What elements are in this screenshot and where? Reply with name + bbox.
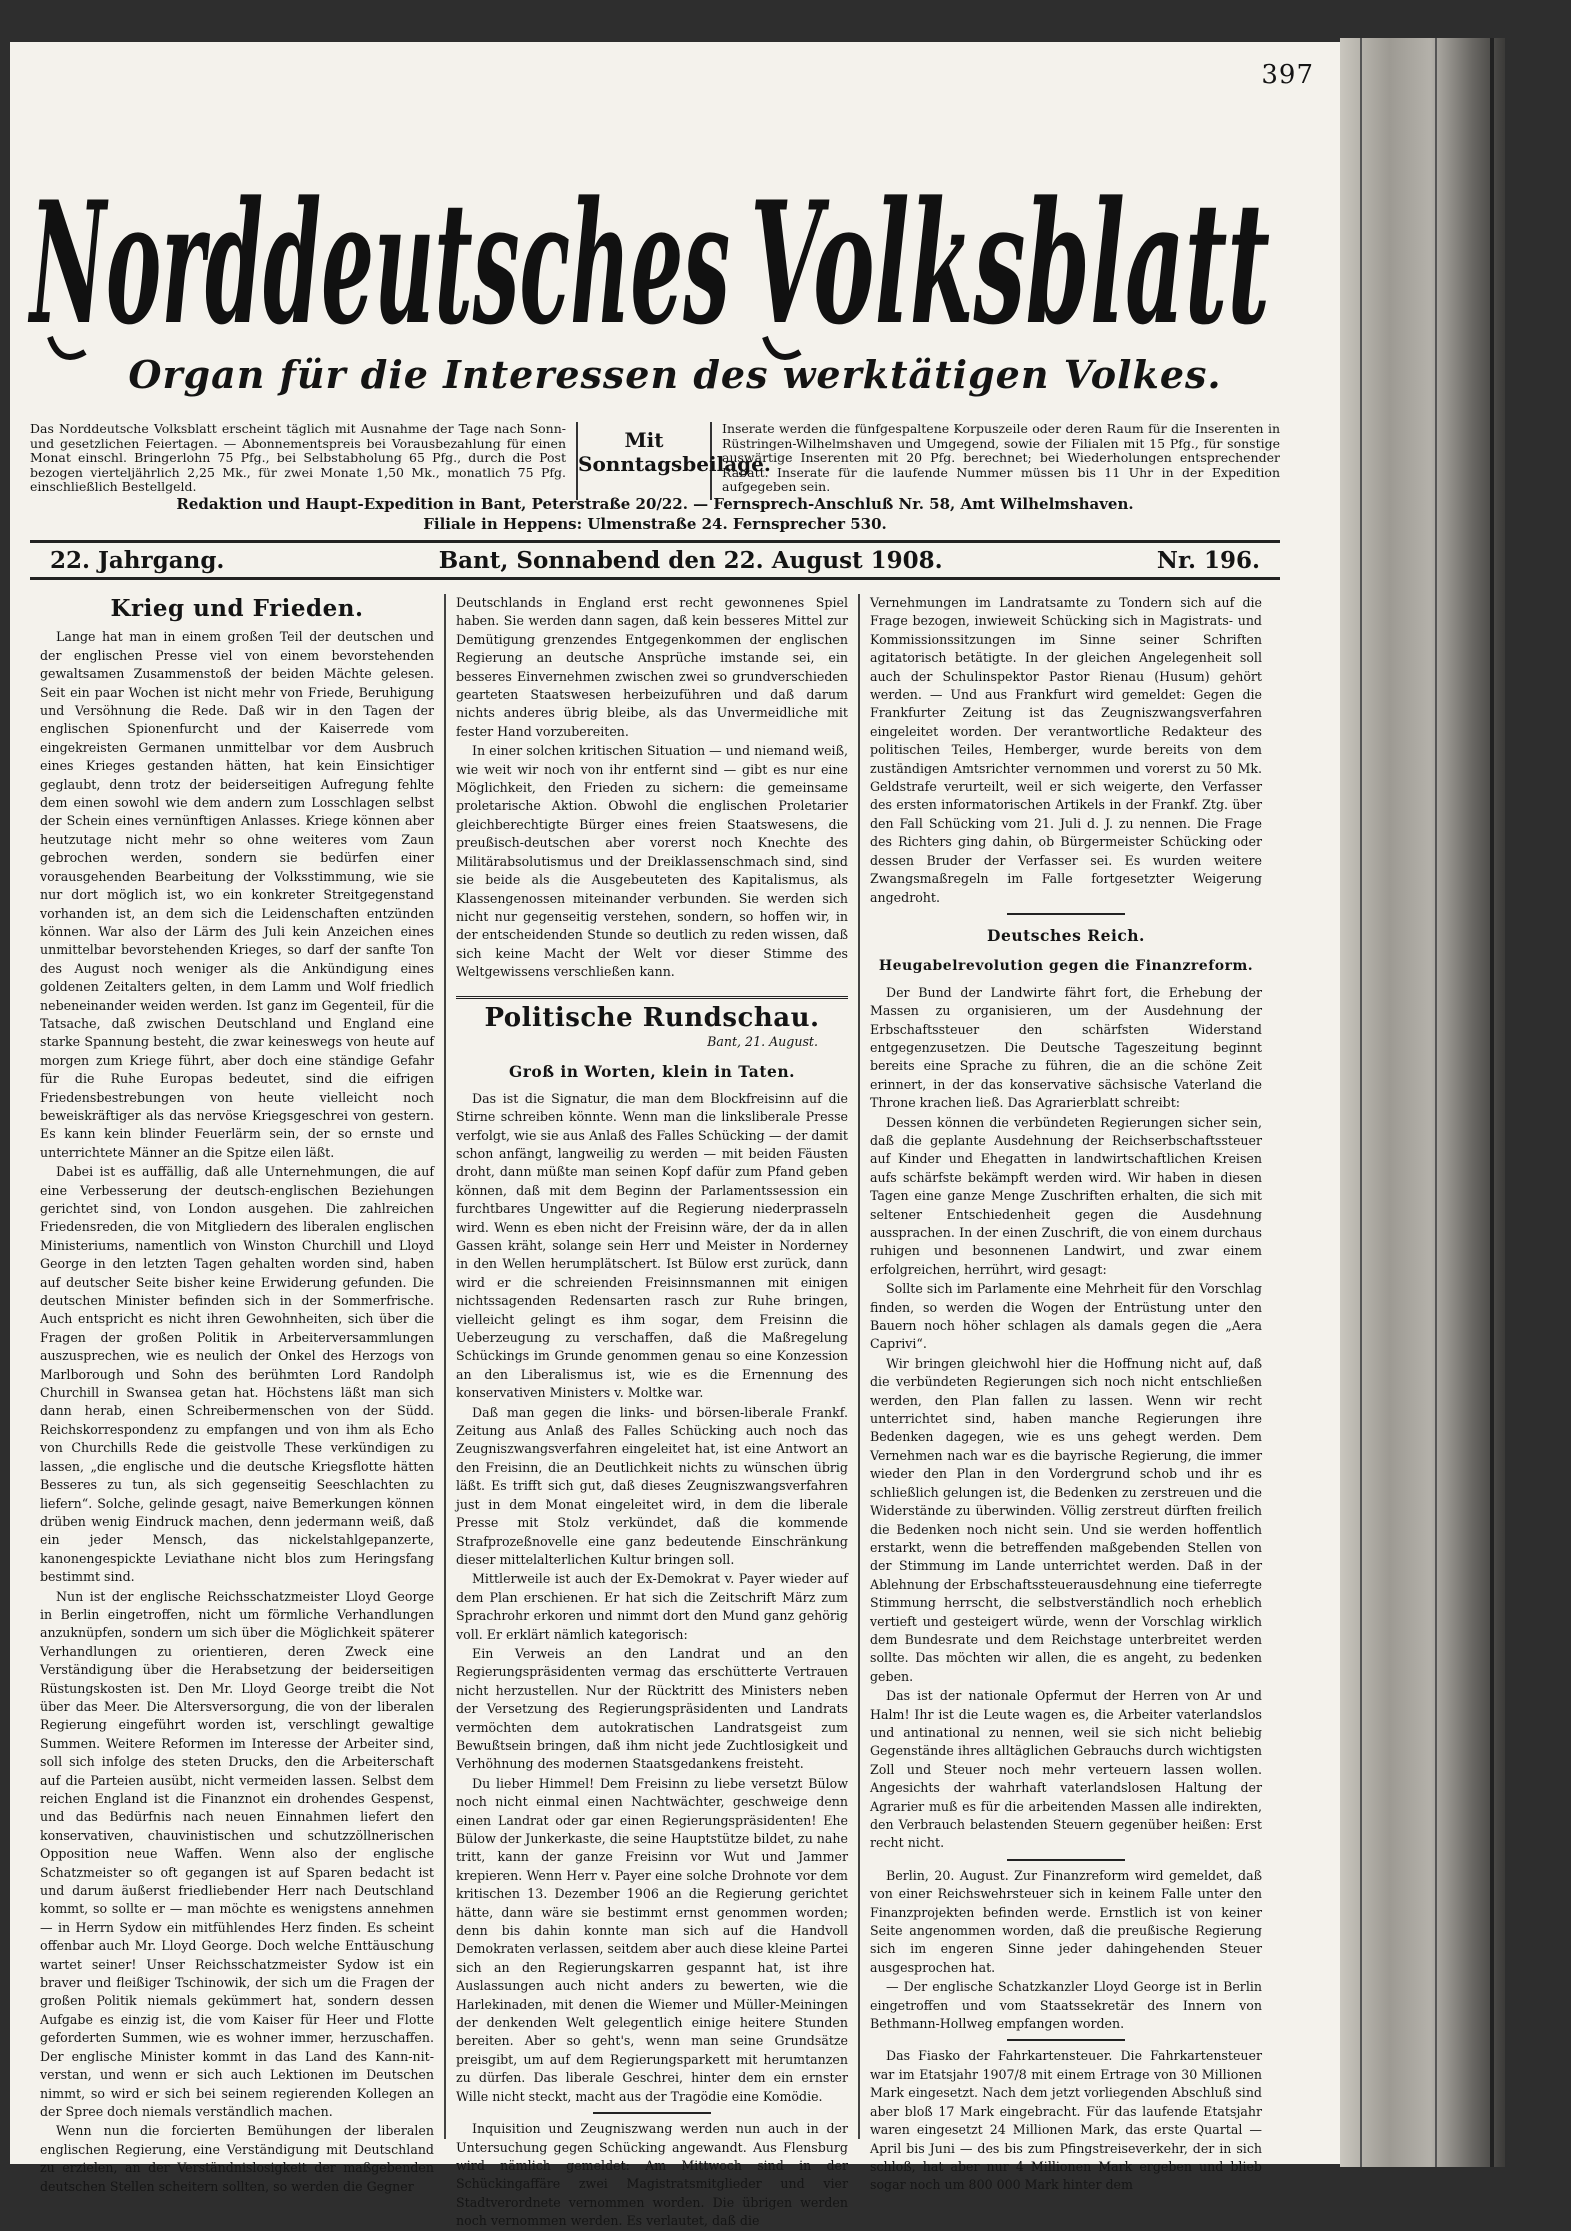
binding-line	[1360, 38, 1362, 2167]
section-headline-rundschau: Politische Rundschau.	[456, 996, 848, 1027]
article-paragraph: Wir bringen gleichwohl hier die Hoffnung nicht auf, daß die verbündeten Regierungen sich noch nicht entschließen werden, den Plan fallen zu lassen. Wenn wir recht unterrichtet sind, haben manche Regierungen ihre Bedenken dagegen, wie es uns gehegt werden. Dem Vernehmen nach war es die bayrische Regierung, die immer wieder den Plan in den Vordergrund schob und ihr es schließlich gelungen ist, die Bedenken zu zerstreuen und die Widerstände zu überwinden. Völlig zerstreut dürften freilich die Bedenken noch nicht sein. Und sie werden hoffentlich erstarkt, wenn die betreffenden maßgebenden Stellen von der Stimmung im Lande unterrichtet werden. Daß in der Ablehnung der Erbschaftssteuerausdehnung eine tieferregte Stimmung herrscht, die selbstverständlich noch erheblich vertieft und gesteigert würde, wenn der Vorschlag wirklich dem Bundesrate und dem Reichstage unterbreitet werden sollte. Das möchten wir allen, die es angeht, zu bedenken geben.	[870, 1355, 1262, 1684]
article-paragraph: Deutschlands in England erst recht gewonnenes Spiel haben. Sie werden dann sagen, daß kein besseres Mittel zur Demütigung grenzendes Entgegenkommen der englischen Regierung an deutsche Ansprüche imstande sei, ein besseres Einvernehmen zwischen zwei so grundverschieden gearteten Staatswesen herbeizuführen und daß darum nichts anderes übrig bleibe, als das Unvermeidliche mit fester Hand vorzubereiten.	[456, 595, 848, 739]
article-paragraph: In einer solchen kritischen Situation — und niemand weiß, wie weit wir noch von ihr entfernt sind — gibt es nur eine Möglichkeit, den Frieden zu sichern: die gemeinsame proletarische Aktion. Obwohl die englischen Proletarier gleichberechtigte Bürger eines freien Staatswesens, die preußisch-deutschen aber vorerst noch Knechte des Militärabsolutismus und der Dreiklassenschmach sind, sind sie beide als die Ausgebeuteten des Kapitalismus, als Klassengenossen miteinander verbunden. Sie werden sich nicht nur gegenseitig verstehen, sondern, so hoffen wir, in der entscheidenden Stunde so deutlich zu reden wissen, daß sich keine Macht der Welt vor dieser Stimme des Weltgewissens verschließen kann.	[456, 743, 848, 980]
article-paragraph: Das ist der nationale Opfermut der Herren von Ar und Halm! Ihr ist die Leute wagen es, die Arbeiter vaterlandslos und antinational zu nennen, weil sie sich nicht beliebig Gegenstände ihres alltäglichen Gebrauchs durch wichtigsten Zoll und Steuer noch mehr verteuern lassen wollen. Angesichts der wahrhaft vaterlandslosen Haltung der Agrarier muß es für die arbeitenden Massen alle indirekten, den Verbrauch belastenden Steuern gegenüber heißen: Erst recht nicht.	[870, 1688, 1262, 1851]
page-number: 397	[1261, 60, 1314, 90]
masthead-subtitle: Organ für die Interessen des werktätigen Volkes.	[128, 352, 1222, 397]
subscription-terms: Das Norddeutsche Volksblatt erscheint täglich mit Ausnahme der Tage nach Sonn- und gesetzlichen Feiertagen. — Abonnementspreis bei Vorausbezahlung für einen Monat einschl. Bringerlohn 75 Pfg., bei Selbstabholung 65 Pfg., durch die Post bezogen vierteljährlich 2,25 Mk., für zwei Monate 1,50 Mk., monatlich 75 Pfg. einschließlich Bestellgeld.	[30, 422, 578, 500]
section-divider	[1007, 2039, 1125, 2041]
article-paragraph: Dabei ist es auffällig, daß alle Unternehmungen, die auf eine Verbesserung der deutsch-englischen Beziehungen gerichtet sind, von London ausgehen. Die zahlreichen Friedensreden, die von Mitgliedern des liberalen englischen Ministeriums, namentlich von Winston Churchill und Lloyd George in den letzten Tagen gehalten worden sind, haben auf deutscher Seite bisher keine Erwiderung gefunden. Die deutschen Minister befinden sich in der Sommerfrische. Auch entspricht es nicht ihren Gewohnheiten, sich über die Fragen der großen Politik in Arbeiterversammlungen auszusprechen, wie es neulich der Onkel des Herzogs von Marlborough und Sohn des berühmten Lord Randolph Churchill in Swansea getan hat. Höchstens läßt man sich dann herab, einen Schreibermenschen von der Südd. Reichskorrespondenz zu empfangen und von ihm als Echo von Churchills Rede die geistvolle These verkündigen zu lassen, „die englische und die deutsche Kriegsflotte hätten Besseres zu tun, als sich gegenseitig Seeschlachten zu liefern“. Solche, gelinde gesagt, naive Bemerkungen können drüben wenig Eindruck machen, denn jedermann weiß, daß ein jeder Mensch, das nickelstahlgepanzerte, kanonengespickte Leviathane nicht blos zum Heringsfang bestimmt sind.	[40, 1164, 434, 1585]
column-1	[30, 594, 444, 2194]
binding-line	[1490, 38, 1494, 2167]
issue-number: Nr. 196.	[1156, 546, 1260, 574]
article-paragraph: Mittlerweile ist auch der Ex-Demokrat v. Payer wieder auf dem Plan erschienen. Er hat sich die Zeitschrift März zum Sprachrohr erkoren und nimmt dort den Mund ganz gehörig voll. Er erklärt nämlich kategorisch:	[456, 1571, 848, 1642]
quoted-paragraph: Sollte sich im Parlamente eine Mehrheit für den Vorschlag finden, so werden die Wogen der Entrüstung unter den Bauern noch höher schlagen als damals gegen die „Aera Caprivi“.	[870, 1281, 1262, 1352]
article-paragraph: Der Bund der Landwirte fährt fort, die Erhebung der Massen zu organisieren, um der Ausdehnung der Erbschaftssteuer den schärfsten Widerstand entgegenzusetzen. Die Deutsche Tageszeitung beginnt bereits eine Sprache zu führen, die an die schöne Zeit erinnert, in der das konservative sächsische Vaterland die Throne krachen ließ. Das Agrarierblatt schreibt:	[870, 984, 1262, 1111]
volume-binding-edge	[1340, 38, 1505, 2167]
article-columns	[30, 594, 1286, 2229]
issue-date: Bant, Sonnabend den 22. August 1908.	[438, 546, 943, 574]
dateline-bar	[30, 540, 1280, 580]
quoted-paragraph: Dessen können die verbündeten Regierungen sicher sein, daß die geplante Ausdehnung der Reichserbschaftssteuer auf Kinder und Ehegatten in landwirtschaftlichen Kreisen aufs schärfste bekämpft werden wird. Wir haben in diesen Tagen eine ganze Menge Zuschriften erhalten, die sich mit seltener Entschiedenheit gegen die Ausdehnung aussprachen. In der einen Zuschrift, die von einem durchaus ruhigen und besonnenen Landwirt, und zwar einem erfolgreichen, herrührt, wird gesagt:	[870, 1114, 1262, 1277]
supplement-line-1: Mit	[624, 428, 664, 452]
article-paragraph: Vernehmungen im Landratsamte zu Tondern sich auf die Frage bezogen, inwieweit Schücking sich in Magistrats- und Kommissionssitzungen im Sinne seiner Schriften agitatorisch betätigte. In der gleichen Angelegenheit soll auch der Schulinspektor Pastor Rienau (Husum) gehört werden. — Und aus Frankfurt wird gemeldet: Gegen die Frankfurter Zeitung ist das Zeugniszwangsverfahren eingeleitet worden. Der verantwortliche Redakteur des politischen Teiles, Hemberger, wurde bereits von dem zuständigen Amtsrichter vernommen und vorerst zu 50 Mk. Geldstrafe verurteilt, weil er sich weigerte, den Verfasser des ersten informatorischen Artikels in der Frankf. Ztg. über den Fall Schücking vom 21. Juli d. J. zu nennen. Die Frage des Richters ging dahin, ob Bürgermeister Schücking oder dessen Bruder der Verfasser sei. Es wurden weitere Zwangsmaßregeln im Falle fortgesetzter Weigerung angedroht.	[870, 595, 1262, 905]
place-dateline: Bant, 21. August.	[707, 1033, 818, 1049]
article-paragraph: Das ist die Signatur, die man dem Blockfreisinn auf die Stirne schreiben könnte. Wenn man die linksliberale Presse verfolgt, wie sie aus Anlaß des Falles Schücking — der damit schon anfängt, langweilig zu werden — mit beiden Fäusten droht, dann müßte man seinen Kopf dafür zum Pfand geben können, daß mit dem Beginn der Parlamentssession ein furchtbares Ungewitter auf die Regierung niederprasseln wird. Wenn es eben nicht der Freisinn wäre, der da in allen Gassen kräht, solange sein Herr und Meister in Norderney in den Wellen herumplätschert. Ist Bülow erst zurück, dann wird er die schreienden Freisinnsmannen mit einigen nichtssagenden Redensarten rasch zur Ruhe bringen, vielleicht gelingt es ihm sogar, dem Freisinn die Ueberzeugung zu verschaffen, daß die Maßregelung Schückings im Grunde genommen genau so eine Konzession an den Liberalismus ist, wie es die Ernennung des konservativen Ministers v. Moltke war.	[456, 1090, 848, 1401]
article-headline-heugabel: Heugabelrevolution gegen die Finanzreform.	[878, 958, 1254, 975]
article-paragraph: Du lieber Himmel! Dem Freisinn zu liebe versetzt Bülow noch nicht einmal einen Nachtwächter, geschweige denn einen Landrat oder gar einen Regierungspräsidenten! Ehe Bülow der Junkerkaste, die seine Hauptstütze bildet, zu nahe tritt, kann der ganze Freisinn vor Wut und Jammer krepieren. Wenn Herr v. Payer eine solche Drohnote vor dem kritischen 13. Dezember 1906 an die Regierung gerichtet hätte, dann wäre sie bestimmt ernst genommen worden; denn bis dahin konnte man sich auf die Handvoll Demokraten verlassen, seitdem aber auch diese kleine Partei sich an den Regierungskarren gespannt hat, ist ihre Auslassungen auch nicht anders zu bewerten, wie die Harlekinaden, mit denen die Wiemer und Müller-Meiningen der denkenden Welt gelegentlich einige heitere Stunden bereiten. Aber so geht's, wenn man seine Grundsätze preisgibt, um auf dem Regierungsparkett mit herumtanzen zu dürfen. Das liberale Geschrei, hinter dem ein ernster Wille nicht steckt, macht aus der Tragödie eine Komödie.	[456, 1775, 848, 2104]
masthead	[27, 122, 1280, 382]
section-divider	[1007, 913, 1125, 915]
masthead-word-2: Volksblatt	[750, 164, 1270, 362]
article-headline-gross: Groß in Worten, klein in Taten.	[508, 1062, 796, 1082]
column-2	[444, 594, 858, 2229]
advertising-terms: Inserate werden die fünfgespaltene Korpuszeile oder deren Raum für die Inserenten in Rüstringen-Wilhelmshaven und Umgegend, sowie der Filialen mit 15 Pfg., für sonstige auswärtige Inserenten mit 20 Pfg. berechnet; bei Wiederholungen entsprechender Rabatt. Inserate für die laufende Nummer müssen bis 11 Uhr in der Expedition aufgegeben sein.	[722, 421, 1280, 494]
binding-line	[1435, 38, 1437, 2167]
address-line-2: Filiale in Heppens: Ulmenstraße 24. Fernsprecher 530.	[423, 515, 887, 533]
address-line-1: Redaktion und Haupt-Expedition in Bant, Peterstraße 20/22. — Fernsprech-Anschluß Nr. 58, Amt Wilhelmshaven.	[176, 495, 1134, 513]
news-item: Berlin, 20. August. Zur Finanzreform wird gemeldet, daß von einer Reichswehrsteuer sich in keinem Falle unter den Finanzprojekten befinden werde. Ernstlich ist von keiner Seite angenommen worden, daß die preußische Regierung sich im engeren Sinne jeder dahingehenden Steuer ausgesprochen hat.	[870, 1867, 1262, 1975]
article-headline-krieg: Krieg und Frieden.	[110, 595, 364, 622]
news-item: Das Fiasko der Fahrkartensteuer. Die Fahrkartensteuer war im Etatsjahr 1907/8 mit einem Ertrage von 30 Millionen Mark eingesetzt. Nach dem jetzt vorliegenden Abschluß sind aber bloß 17 Mark eingebracht. Für das laufende Etatsjahr waren eingesetzt 24 Millionen Mark, das erste Quartal — April bis Juni — des bis zum Pfingstreiseverkehr, der in sich schloß, hat aber nur 4 Millionen Mark ergeben und blieb sogar noch um 800 000 Mark hinter dem	[870, 2048, 1262, 2193]
editorial-address	[30, 494, 1280, 534]
section-divider	[1007, 1859, 1125, 1861]
newspaper-page	[10, 42, 1340, 2229]
column-3	[858, 594, 1272, 2193]
masthead-title	[27, 122, 1280, 382]
supplement-notice	[578, 422, 771, 500]
volume-label: 22. Jahrgang.	[50, 546, 225, 574]
section-headline-reich: Deutsches Reich.	[987, 925, 1145, 945]
supplement-line-2: Sonntagsbeilage.	[578, 452, 771, 476]
article-paragraph: Wenn nun die forcierten Bemühungen der liberalen englischen Regierung, eine Verständigung mit Deutschland zu erzielen, an der Verständnislosigkeit der maßgebenden deutschen Stellen scheitern sollten, so werden die Gegner	[40, 2123, 434, 2194]
article-paragraph: Daß man gegen die links- und börsen-liberale Frankf. Zeitung aus Anlaß des Falles Schücking auch noch das Zeugniszwangsverfahren eingeleitet hat, ist eine Antwort an den Freisinn, die an Deutlichkeit nichts zu wünschen übrig läßt. Es trifft sich gut, daß dieses Zeugniszwangsverfahren just in dem Monat eingeleitet wird, in dem die liberale Presse mit Stolz verkündet, daß die kommende Strafprozeßnovelle eine ganz bedeutende Einschränkung dieser mittelalterlichen Kultur bringen soll.	[456, 1404, 848, 1567]
quoted-paragraph: Ein Verweis an den Landrat und an den Regierungspräsidenten vermag das erschütterte Vertrauen nicht herzustellen. Nur der Rücktritt des Ministers neben der Versetzung des Regierungspräsidenten und Landrats vermöchten dem autokratischen Landratsgeist zum Bewußtsein bringen, daß ihm nicht jede Zuchtlosigkeit und Verhöhnung des modernen Staatsgedankens freisteht.	[456, 1645, 848, 1772]
article-paragraph: Lange hat man in einem großen Teil der deutschen und der englischen Presse viel von einem bevorstehenden gewaltsamen Zusammenstoß der beiden Mächte gelesen. Seit ein paar Wochen ist nicht mehr von Friede, Beruhigung und Versöhnung die Rede. Daß wir in den Tagen der englischen Spionenfurcht und der Kaiserrede vom eingekreisten Germanen unmittelbar vor dem Ausbruch eines Krieges gestanden hätten, hat kein Einsichtiger geglaubt, denn trotz der beiderseitigen Aufregung fehlte dem einen sowohl wie dem andern zum Losschlagen selbst der Schein eines vernünftigen Anlasses. Kriege können aber heutzutage nicht mehr so ohne weiteres vom Zaun gebrochen werden, sondern sie bedürfen einer vorausgehenden Bearbeitung der Volksstimmung, wie sie nur dort möglich ist, wo ein konkreter Streitgegenstand vorhanden ist, an dem sich die Leidenschaften entzünden können. War also der Lärm des Juli kein Anzeichen eines unmittelbar bevorstehenden Krieges, so darf der sanfte Ton des August noch weniger als die Ankündigung eines goldenen Zeitalters gelten, in dem Lamm und Wolf friedlich nebeneinander weiden werden. Ist ganz im Gegenteil, für die Tatsache, daß zwischen Deutschland und England eine starke Spannung besteht, die zwar keineswegs von heute auf morgen zum Kriege führt, aber doch eine ständige Gefahr für die Ruhe Europas bedeutet, sind die eifrigen Friedensbestrebungen von heute vielleicht noch beweiskräftiger als das nervöse Kriegsgeschrei von gestern. Es kann kein blinder Feuerlärm sein, der so ernste und unterrichtete Männer an die Spitze eilen läßt.	[40, 629, 434, 1160]
article-paragraph: Inquisition und Zeugniszwang werden nun auch in der Untersuchung gegen Schücking angewandt. Aus Flensburg wird nämlich gemeldet: Am Mittwoch sind in der Schückingaffäre zwei Magistratsmitglieder und vier Stadtverordnete vernommen worden. Die übrigen werden noch vernommen werden. Es verlautet, daß die	[456, 2121, 848, 2229]
subscription-info	[30, 422, 1280, 500]
section-divider	[593, 2112, 711, 2114]
masthead-word-1: Norddeutsches	[27, 164, 731, 362]
article-paragraph: Nun ist der englische Reichsschatzmeister Lloyd George in Berlin eingetroffen, nicht um förmliche Verhandlungen anzuknüpfen, sondern um sich über die Möglichkeit späterer Verhandlungen zu orientieren, deren Zweck eine Verständigung über die Herabsetzung der beiderseitigen Rüstungskosten ist. Den Mr. Lloyd George treibt die Not über das Meer. Die Altersversorgung, die von der liberalen Regierung eingeführt worden ist, verschlingt gewaltige Summen. Weitere Reformen im Interesse der Arbeiter sind, soll sich infolge des steten Drucks, den die Arbeiterschaft auf die Parteien ausübt, nicht vermeiden lassen. Selbst dem reichen England ist die Finanznot ein drohendes Gespenst, und das Bedürfnis nach neuen Einnahmen liefert den konservativen, chauvinistischen und schutzzöllnerischen Opposition neue Waffen. Wenn also der englische Schatzmeister so oft gegangen ist auf Sparen bedacht ist und darum äußerst friedliebender Herr nach Deutschland kommt, so sollte er — man möchte es wenigstens annehmen — in Herrn Sydow ein mitfühlendes Herz finden. Es scheint offenbar auch Mr. Lloyd George. Doch welche Enttäuschung wartet seiner! Unser Reichsschatzmeister Sydow ist ein braver und fleißiger Tschinowik, der sich um die Fragen der großen Politik niemals gekümmert hat, sondern dessen Aufgabe es einzig ist, die vom Kaiser für Heer und Flotte geforderten Summen, wie es wohner immer, herzuschaffen. Der englische Minister kommt in das Land des Kann-nit-verstan, und wenn er sich auch Lektionen im Deutschen nimmt, so wird er sich bei seinem regierenden Kollegen an der Spree doch niemals verständlich machen.	[40, 1588, 434, 2119]
news-item: — Der englische Schatzkanzler Lloyd George ist in Berlin eingetroffen und vom Staatssekretär des Innern von Bethmann-Hollweg empfangen worden.	[870, 1979, 1262, 2032]
